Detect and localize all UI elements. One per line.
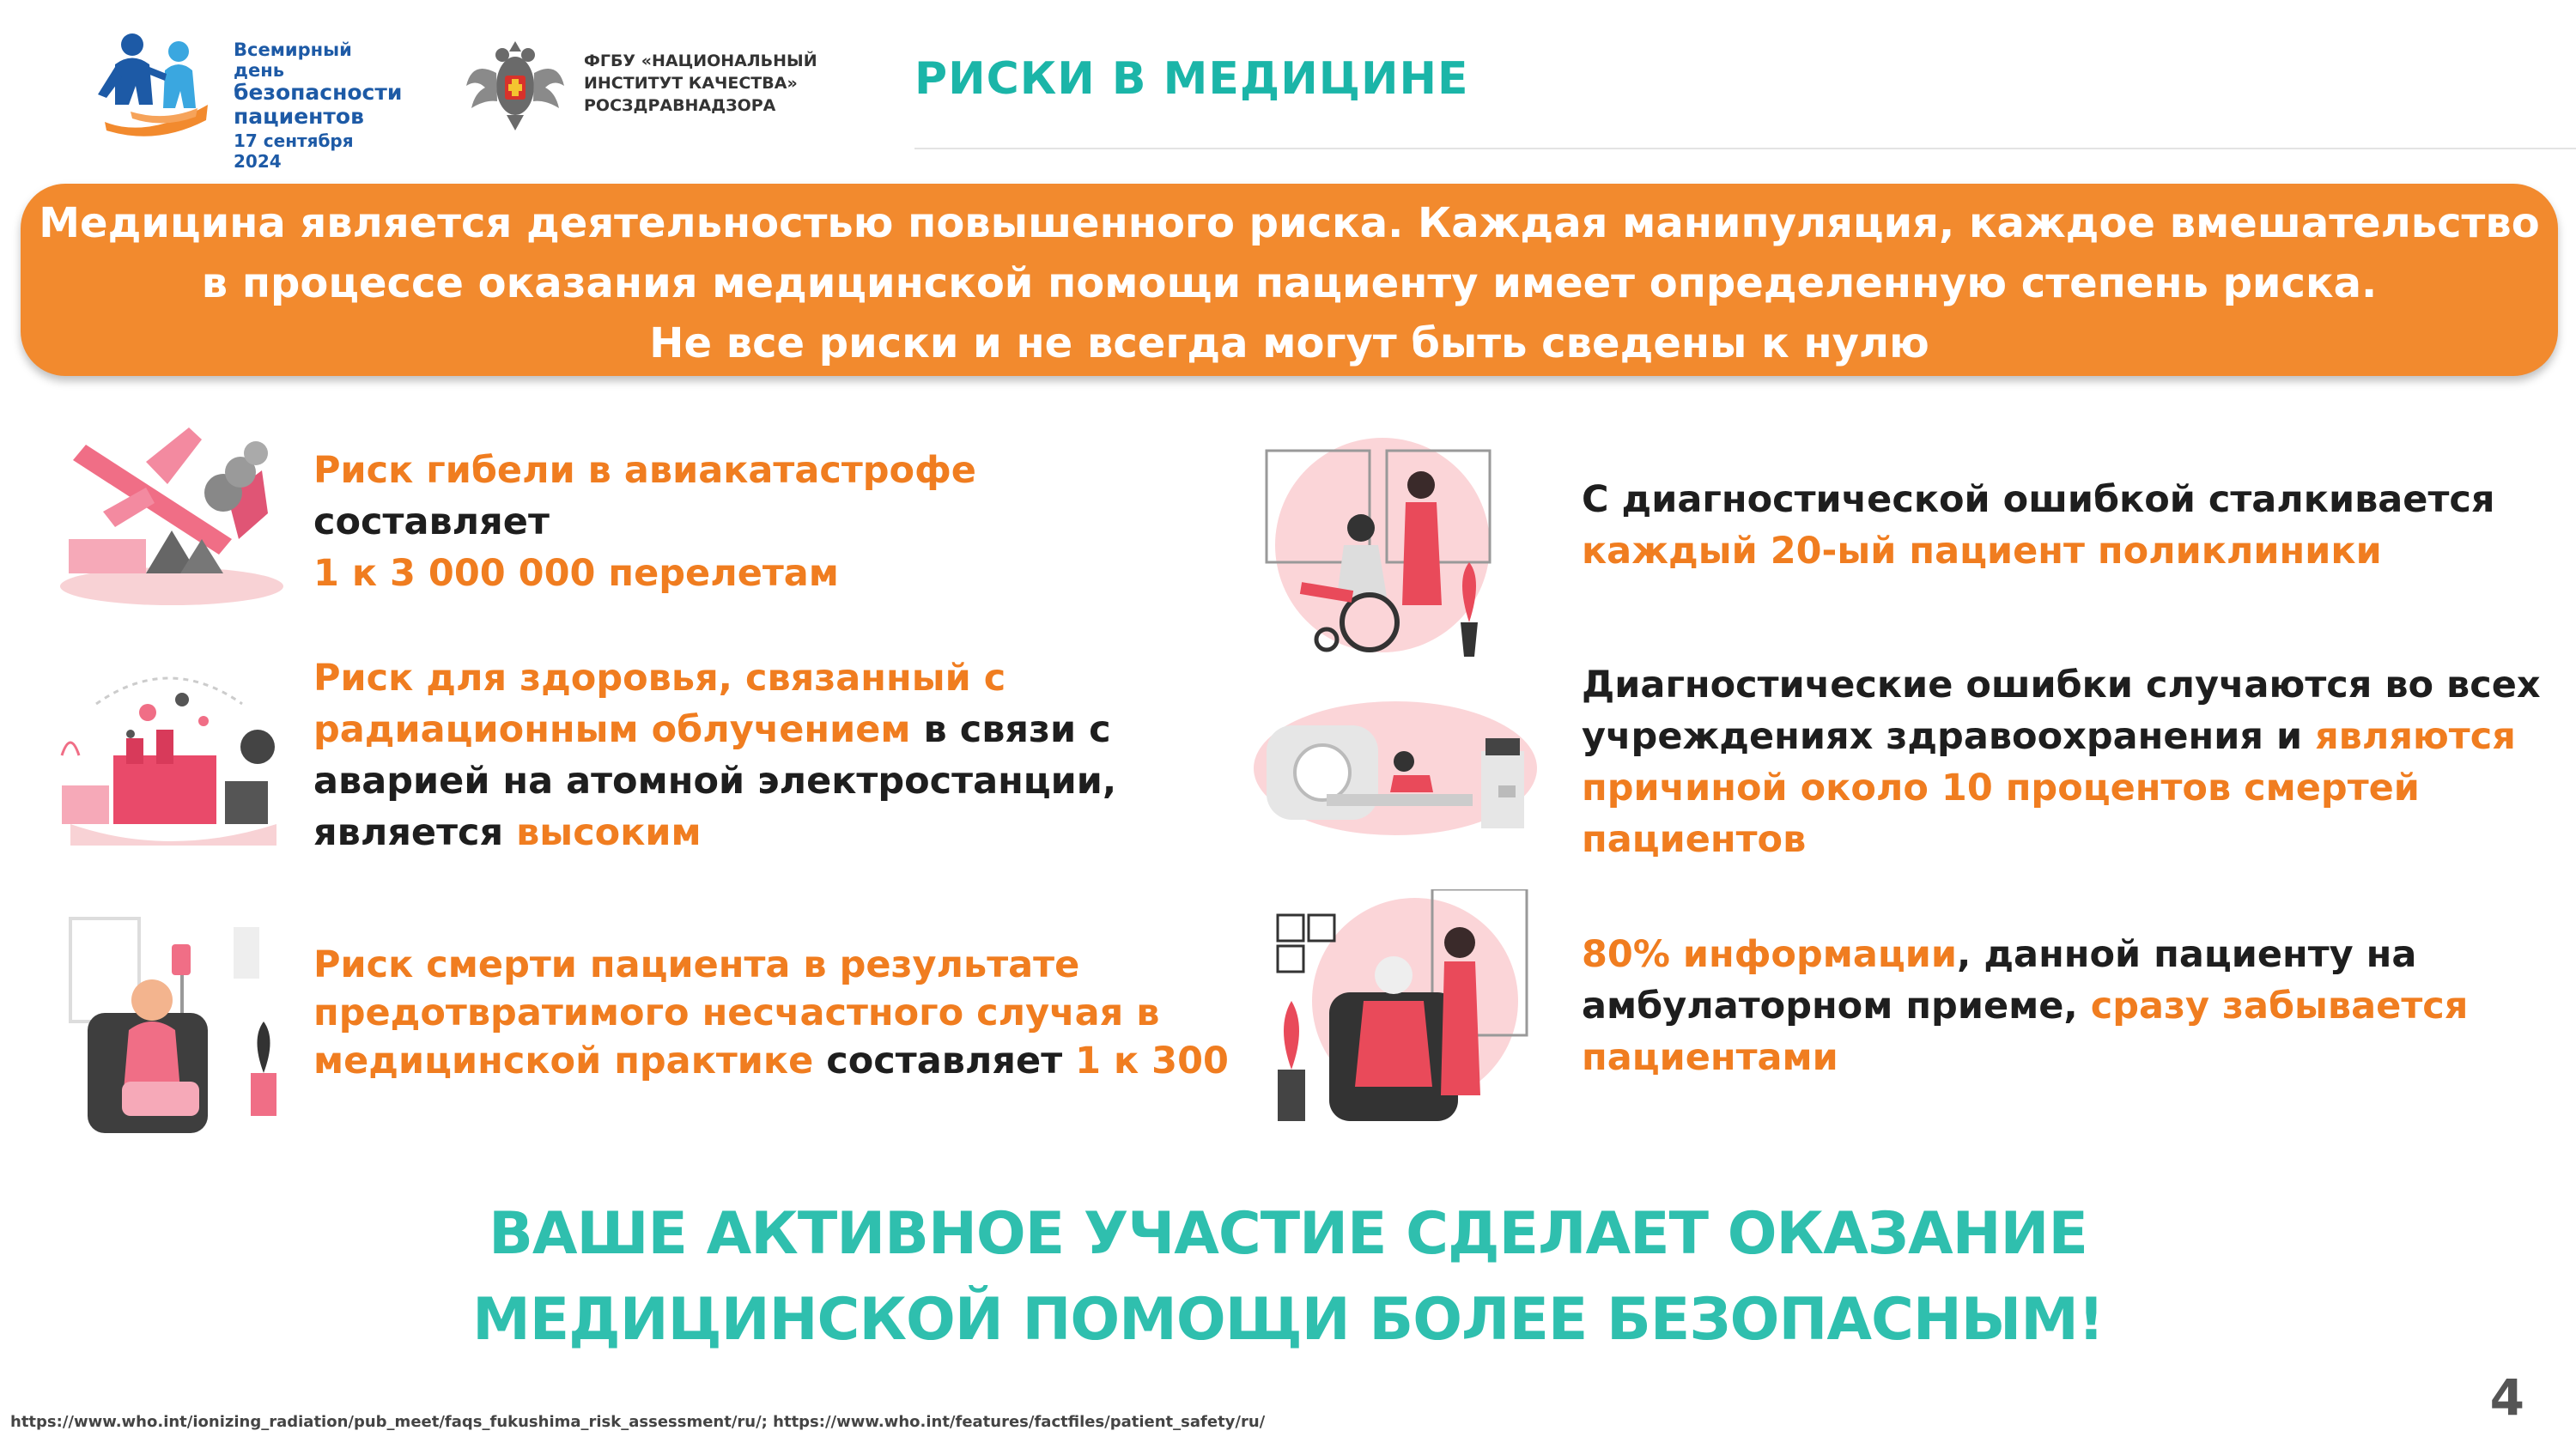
risk-radiation-verb: является bbox=[313, 811, 517, 854]
nurse-elderly-patient-illustration bbox=[1261, 889, 1535, 1138]
risk-aviation-value: 1 к 3 000 000 перелетам bbox=[313, 552, 839, 595]
diagnostic-error-stat: каждый 20-ый пациент поликлиники bbox=[1582, 530, 2382, 573]
risk-radiation-text bbox=[313, 652, 1116, 858]
information-forgotten-text bbox=[1582, 929, 2468, 1083]
risk-radiation-level: высоким bbox=[516, 811, 702, 854]
people-hands-icon bbox=[96, 26, 225, 137]
risk-accident-text bbox=[313, 941, 1229, 1085]
institute-logo bbox=[459, 26, 837, 137]
plane-crash-illustration bbox=[52, 410, 292, 616]
logo-line: пациентов bbox=[234, 104, 364, 129]
information-percent: 80% информации bbox=[1582, 933, 1958, 976]
risk-radiation-line: аварией на атомной электростанции, bbox=[313, 760, 1117, 803]
risk-accident-value: 1 к 300 bbox=[1075, 1040, 1229, 1082]
risk-radiation-title: Риск для здоровья, связанный с bbox=[313, 657, 1006, 700]
double-eagle-emblem-icon bbox=[459, 26, 571, 137]
banner-line: Медицина является деятельностью повышенного риска. Каждая манипуляция, каждое вмешательство bbox=[39, 199, 2540, 247]
nuclear-plant-illustration bbox=[45, 652, 294, 858]
logo-date: 17 сентября 2024 bbox=[234, 130, 354, 172]
risk-aviation-text bbox=[313, 445, 976, 599]
diagnostic-error-stat: причиной около 10 процентов смертей bbox=[1582, 767, 2420, 809]
diagnostic-error-stat: пациентов bbox=[1582, 818, 1807, 861]
institute-line: РОСЗДРАВНАДЗОРА bbox=[584, 96, 776, 115]
risk-accident-highlight: медицинской практике bbox=[313, 1040, 814, 1082]
title-divider bbox=[914, 148, 2576, 149]
logo-line: Всемирный день bbox=[234, 39, 352, 81]
risk-aviation-verb: составляет bbox=[313, 500, 550, 543]
wheelchair-nurse-illustration bbox=[1258, 433, 1507, 665]
page-title: РИСКИ В МЕДИЦИНЕ bbox=[914, 53, 1469, 105]
information-line: амбулаторном приеме, bbox=[1582, 985, 2091, 1028]
call-to-action-line: ВАШЕ АКТИВНОЕ УЧАСТИЕ СДЕЛАЕТ ОКАЗАНИЕ bbox=[489, 1200, 2087, 1268]
information-highlight: пациентами bbox=[1582, 1036, 1838, 1079]
institute-line: ФГБУ «НАЦИОНАЛЬНЫЙ bbox=[584, 52, 817, 70]
diagnostic-error-highlight: являются bbox=[2315, 715, 2516, 758]
diagnostic-error-line: Диагностические ошибки случаются во всех bbox=[1582, 664, 2541, 706]
information-line: , данной пациенту на bbox=[1957, 933, 2417, 976]
mri-scanner-illustration bbox=[1249, 700, 1541, 846]
diagnostic-error-line: учреждениях здравоохранения и bbox=[1582, 715, 2316, 758]
sources-text: https://www.who.int/ionizing_radiation/pub_meet/faqs_fukushima_risk_assessment/ru/; https://www.who.int/features/factfiles/patient_safety/ru/ bbox=[10, 1413, 1266, 1431]
diagnostic-error-line: С диагностической ошибкой сталкивается bbox=[1582, 478, 2495, 521]
risk-accident-line: предотвратимого несчастного случая в bbox=[313, 991, 1160, 1034]
page-number: 4 bbox=[2489, 1368, 2524, 1427]
institute-line: ИНСТИТУТ КАЧЕСТВА» bbox=[584, 74, 798, 93]
patient-iv-illustration bbox=[62, 910, 294, 1142]
diagnostic-error-deaths-text bbox=[1582, 659, 2541, 865]
banner-line: Не все риски и не всегда могут быть сведены к нулю bbox=[649, 319, 1929, 367]
information-highlight: сразу забывается bbox=[2090, 985, 2469, 1028]
logo-line: безопасности bbox=[234, 80, 403, 105]
call-to-action-line: МЕДИЦИНСКОЙ ПОМОЩИ БОЛЕЕ БЕЗОПАСНЫМ! bbox=[472, 1286, 2104, 1354]
diagnostic-error-polyclinic-text bbox=[1582, 474, 2495, 577]
risk-radiation-context: в связи с bbox=[910, 708, 1111, 751]
risk-aviation-title: Риск гибели в авиакатастрофе bbox=[313, 449, 976, 492]
intro-banner bbox=[21, 184, 2558, 376]
patient-safety-day-logo bbox=[96, 26, 405, 172]
risk-accident-title: Риск смерти пациента в результате bbox=[313, 943, 1080, 986]
risk-accident-verb: составляет bbox=[813, 1040, 1076, 1082]
risk-radiation-highlight: радиационным облучением bbox=[313, 708, 911, 751]
banner-line: в процессе оказания медицинской помощи пациенту имеет определенную степень риска. bbox=[201, 259, 2378, 307]
